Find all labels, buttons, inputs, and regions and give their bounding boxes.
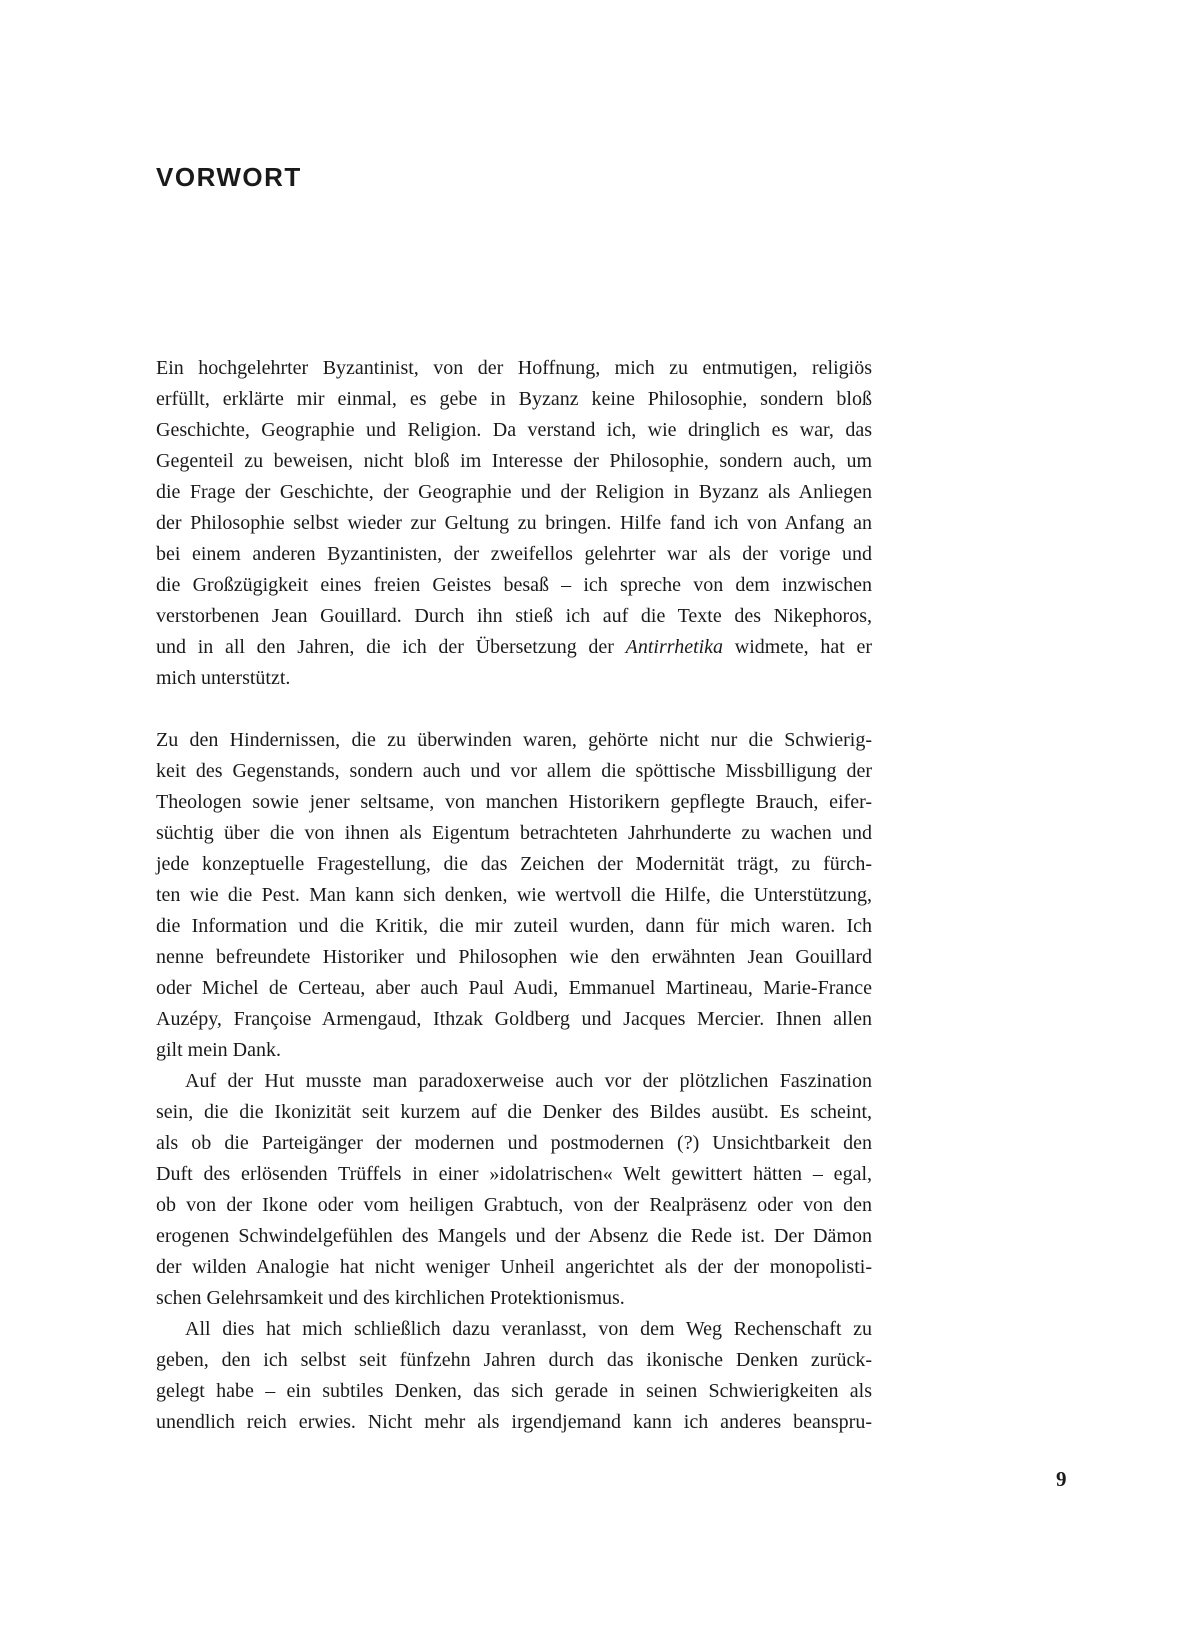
text-line: Theologen sowie jener seltsame, von manchen Historikern gepflegte Brauch, eifer- bbox=[156, 791, 872, 813]
text-line: All dies hat mich schließlich dazu veranlasst, von dem Weg Rechenschaft zu bbox=[185, 1318, 872, 1340]
text-line: der Philosophie selbst wieder zur Geltung zu bringen. Hilfe fand ich von Anfang an bbox=[156, 512, 872, 534]
paragraph bbox=[156, 353, 872, 694]
text-line: Gegenteil zu beweisen, nicht bloß im Interesse der Philosophie, sondern auch, um bbox=[156, 450, 872, 472]
text-line: Auzépy, Françoise Armengaud, Ithzak Goldberg und Jacques Mercier. Ihnen allen bbox=[156, 1008, 872, 1030]
text-line: Zu den Hindernissen, die zu überwinden waren, gehörte nicht nur die Schwierig- bbox=[156, 729, 872, 751]
text-segment: und in all den Jahren, die ich der Übersetzung der bbox=[156, 636, 626, 658]
text-line: Geschichte, Geographie und Religion. Da verstand ich, wie dringlich es war, das bbox=[156, 419, 872, 441]
text-line: Ein hochgelehrter Byzantinist, von der Hoffnung, mich zu entmutigen, religiös bbox=[156, 357, 872, 379]
text-line: süchtig über die von ihnen als Eigentum betrachteten Jahrhunderte zu wachen und bbox=[156, 822, 872, 844]
text-line: geben, den ich selbst seit fünfzehn Jahren durch das ikonische Denken zurück- bbox=[156, 1349, 872, 1371]
text-line: oder Michel de Certeau, aber auch Paul Audi, Emmanuel Martineau, Marie-France bbox=[156, 977, 872, 999]
page-number: 9 bbox=[1056, 1467, 1067, 1491]
text-line: Auf der Hut musste man paradoxerweise auch vor der plötzlichen Faszination bbox=[185, 1070, 872, 1092]
paragraph bbox=[156, 725, 872, 1066]
text-line: jede konzeptuelle Fragestellung, die das Zeichen der Modernität trägt, zu fürch- bbox=[156, 853, 872, 875]
paragraph bbox=[156, 1314, 872, 1438]
text-line: mich unterstützt. bbox=[156, 667, 291, 689]
text-line: gelegt habe – ein subtiles Denken, das sich gerade in seinen Schwierigkeiten als bbox=[156, 1380, 872, 1402]
text-line: verstorbenen Jean Gouillard. Durch ihn stieß ich auf die Texte des Nikephoros, bbox=[156, 605, 872, 627]
paragraph-gap bbox=[156, 694, 872, 725]
text-line: als ob die Parteigänger der modernen und postmodernen (?) Unsichtbarkeit den bbox=[156, 1132, 872, 1154]
text-line: nenne befreundete Historiker und Philosophen wie den erwähnten Jean Gouillard bbox=[156, 946, 872, 968]
text-line: bei einem anderen Byzantinisten, der zweifellos gelehrter war als der vorige und bbox=[156, 543, 872, 565]
text-line: erogenen Schwindelgefühlen des Mangels und der Absenz die Rede ist. Der Dämon bbox=[156, 1225, 872, 1247]
body-text bbox=[156, 353, 872, 1438]
book-title-italic: Antirrhetika bbox=[625, 636, 724, 658]
text-line: die Frage der Geschichte, der Geographie und der Religion in Byzanz als Anliegen bbox=[156, 481, 872, 503]
text-line: gilt mein Dank. bbox=[156, 1039, 281, 1061]
text-line bbox=[156, 632, 872, 663]
text-line: keit des Gegenstands, sondern auch und vor allem die spöttische Missbilligung der bbox=[156, 760, 872, 782]
paragraph bbox=[156, 1066, 872, 1314]
text-line: der wilden Analogie hat nicht weniger Unheil angerichtet als der der monopolisti- bbox=[156, 1256, 872, 1278]
text-line: die Information und die Kritik, die mir zuteil wurden, dann für mich waren. Ich bbox=[156, 915, 872, 937]
text-line: ob von der Ikone oder vom heiligen Grabtuch, von der Realpräsenz oder von den bbox=[156, 1194, 872, 1216]
text-line: erfüllt, erklärte mir einmal, es gebe in Byzanz keine Philosophie, sondern bloß bbox=[156, 388, 872, 410]
text-line: Duft des erlösenden Trüffels in einer »idolatrischen« Welt gewittert hätten – egal, bbox=[156, 1163, 872, 1185]
text-line: ten wie die Pest. Man kann sich denken, wie wertvoll die Hilfe, die Unterstützung, bbox=[156, 884, 872, 906]
chapter-title: VORWORT bbox=[156, 162, 302, 192]
text-line: sein, die die Ikonizität seit kurzem auf die Denker des Bildes ausübt. Es scheint, bbox=[156, 1101, 872, 1123]
text-segment: widmete, hat er bbox=[723, 636, 873, 658]
text-line: schen Gelehrsamkeit und des kirchlichen Protektionismus. bbox=[156, 1287, 625, 1309]
text-line: die Großzügigkeit eines freien Geistes besaß – ich spreche von dem inzwischen bbox=[156, 574, 872, 596]
text-line: unendlich reich erwies. Nicht mehr als irgendjemand kann ich anderes beanspru- bbox=[156, 1411, 872, 1433]
